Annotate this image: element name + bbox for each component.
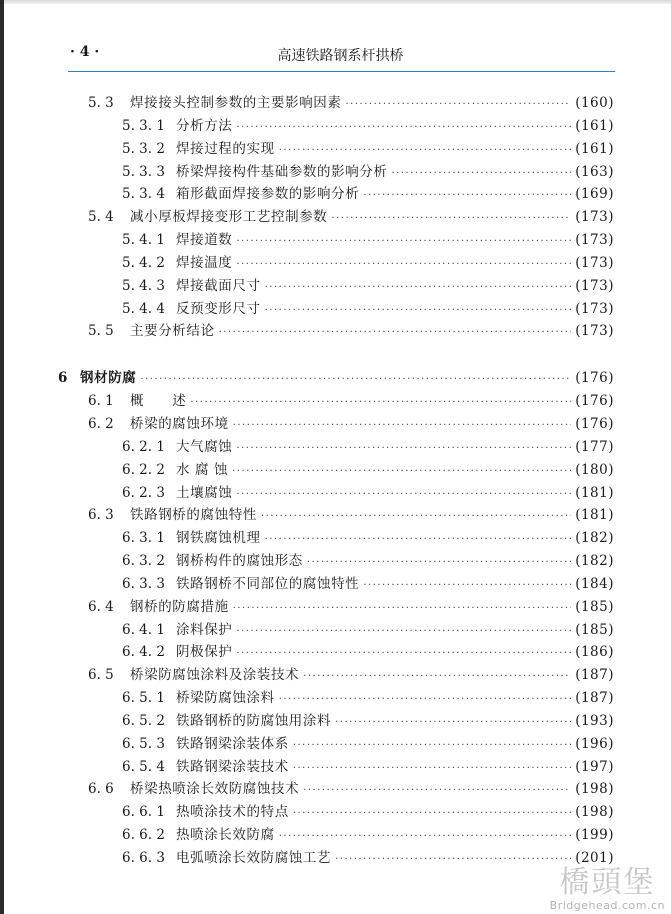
toc-entry-title: 大气腐蚀 [176,438,233,455]
toc-entry-number: 5. 3. 3 [122,163,165,180]
toc-dot-leader [232,467,571,477]
toc-entry-page: (181) [575,507,614,524]
toc-entry-number: 6. 2 [88,415,114,432]
toc-entry[interactable] [58,663,614,686]
toc-entry[interactable] [58,137,614,160]
toc-entry-title: 桥梁防腐蚀涂料及涂装技术 [130,667,300,684]
toc-entry-page: (173) [575,209,614,226]
toc-entry-page: (173) [575,254,614,271]
toc-entry[interactable] [58,777,614,800]
toc-entry-title: 铁路钢梁涂装技术 [176,758,289,775]
watermark [550,867,665,912]
toc-entry-number: 6. 2. 1 [122,438,165,455]
toc-dot-leader [363,191,571,201]
toc-entry-title: 阴极保护 [176,644,233,661]
toc-entry-number: 5. 5 [88,323,114,340]
toc-dot-leader [236,444,571,454]
toc-entry-title: 钢材防腐 [80,370,137,387]
toc-entry-number: 6. 6. 1 [122,804,165,821]
toc-entry[interactable] [58,640,614,663]
toc-entry-title: 桥梁热喷涂长效防腐蚀技术 [130,781,300,798]
toc-entry-title: 桥梁焊接构件基础参数的影响分析 [176,163,388,180]
toc-entry[interactable] [58,572,614,595]
toc-entry-number: 6. 4 [88,598,114,615]
toc-entry-page: (177) [575,438,614,455]
toc-entry[interactable] [58,297,614,320]
table-of-contents [58,91,614,869]
toc-entry-page: (173) [575,300,614,317]
toc-entry-number: 5. 3. 4 [122,186,165,203]
toc-entry-number: 5. 4. 4 [122,300,165,317]
toc-dot-leader [279,146,571,156]
toc-dot-leader [303,786,571,796]
toc-entry-page: (186) [575,644,614,661]
toc-entry[interactable] [58,755,614,778]
running-title: 高速铁路钢系杆拱桥 [277,48,404,64]
toc-entry-page: (185) [575,621,614,638]
toc-entry-number: 5. 3. 1 [122,117,165,134]
section-gap [58,342,614,366]
toc-dot-leader [279,832,571,842]
toc-dot-leader [335,718,571,728]
toc-entry-title: 铁路钢桥的防腐蚀用涂料 [176,712,332,729]
toc-entry-title: 桥梁的腐蚀环境 [130,415,229,432]
toc-entry-page: (201) [575,850,614,866]
toc-entry-title: 分析方法 [176,117,233,134]
toc-entry-number: 6. 5. 3 [122,735,165,752]
toc-dot-leader [346,100,572,110]
toc-entry[interactable] [58,114,614,137]
toc-dot-leader [293,741,571,751]
toc-dot-leader [190,398,571,408]
toc-entry[interactable] [58,319,614,342]
toc-entry[interactable] [58,800,614,823]
toc-entry[interactable] [58,91,614,114]
toc-entry[interactable] [58,274,614,297]
toc-entry-page: (176) [575,393,614,410]
toc-entry-page: (160) [575,95,614,111]
toc-entry-number: 5. 4. 2 [122,254,165,271]
toc-entry[interactable] [58,251,614,274]
toc-dot-leader [331,214,571,224]
toc-dot-leader [261,512,571,522]
toc-entry-page: (161) [575,140,614,157]
toc-entry-page: (198) [575,804,614,821]
toc-dot-leader [236,627,571,637]
toc-entry-number: 6. 1 [88,393,114,410]
page-left-edge [0,0,4,914]
toc-entry-title: 铁路钢桥不同部位的腐蚀特性 [176,575,360,592]
toc-entry-title: 水 腐 蚀 [176,461,229,478]
toc-entry-number: 6. 4. 2 [122,644,165,661]
toc-entry-number: 6. 3. 1 [122,530,165,547]
toc-dot-leader [236,260,571,270]
toc-entry-number: 6 [58,370,68,387]
toc-entry-page: (197) [575,758,614,775]
toc-dot-leader [236,490,571,500]
toc-entry-title: 钢铁腐蚀机理 [176,530,261,547]
toc-entry-title: 焊接接头控制参数的主要影响因素 [130,95,342,111]
toc-entry[interactable] [58,412,614,435]
toc-entry-title: 焊接截面尺寸 [176,277,261,294]
toc-entry[interactable] [58,823,614,846]
toc-dot-leader [392,169,572,179]
toc-entry-number: 5. 4. 1 [122,232,165,249]
toc-entry-page: (176) [575,415,614,432]
toc-entry-number: 6. 5. 1 [122,690,165,707]
toc-entry[interactable] [58,618,614,641]
toc-entry-page: (180) [575,461,614,478]
toc-dot-leader [307,558,571,568]
page-header [70,44,611,68]
toc-entry[interactable] [58,435,614,458]
toc-entry-title: 钢桥构件的腐蚀形态 [176,553,303,570]
toc-dot-leader [265,283,572,293]
toc-dot-leader [236,237,571,247]
toc-entry[interactable] [58,366,614,389]
toc-entry-number: 6. 6 [88,781,114,798]
toc-entry[interactable] [58,846,614,869]
toc-dot-leader [233,421,571,431]
toc-entry-title: 电弧喷涂长效防腐蚀工艺 [176,850,332,866]
toc-entry-number: 6. 3. 2 [122,553,165,570]
toc-entry[interactable] [58,526,614,549]
toc-dot-leader [236,123,571,133]
toc-entry-page: (196) [575,735,614,752]
toc-entry-page: (198) [575,781,614,798]
toc-entry-page: (161) [575,117,614,134]
toc-entry-title: 铁路钢梁涂装体系 [176,735,289,752]
toc-entry-title: 焊接过程的实现 [176,140,275,157]
toc-entry[interactable] [58,595,614,618]
toc-dot-leader [293,809,571,819]
toc-entry-title: 热喷涂长效防腐 [176,827,275,844]
toc-entry[interactable] [58,182,614,205]
toc-entry-number: 6. 4. 1 [122,621,165,638]
toc-entry-title: 焊接温度 [176,254,233,271]
toc-entry-number: 6. 5 [88,667,114,684]
toc-entry-title: 主要分析结论 [130,323,215,340]
toc-entry-number: 6. 5. 2 [122,712,165,729]
toc-entry-number: 6. 2. 2 [122,461,165,478]
toc-entry-number: 6. 3. 3 [122,575,165,592]
toc-entry-title: 减小厚板焊接变形工艺控制参数 [130,209,328,226]
toc-entry-page: (184) [575,575,614,592]
toc-entry-title: 热喷涂技术的特点 [176,804,289,821]
page-top-edge [0,0,671,4]
toc-entry-page: (163) [575,163,614,180]
toc-entry[interactable] [58,503,614,526]
toc-entry-title: 焊接道数 [176,232,233,249]
toc-entry-number: 5. 4. 3 [122,277,165,294]
toc-entry-number: 6. 2. 3 [122,484,165,501]
toc-entry-number: 5. 4 [88,209,114,226]
toc-dot-leader [219,328,572,338]
toc-dot-leader [335,855,571,865]
toc-entry[interactable] [58,549,614,572]
toc-dot-leader [265,535,572,545]
toc-entry-title: 箱形截面焊接参数的影响分析 [176,186,360,203]
toc-dot-leader [363,581,571,591]
toc-entry[interactable] [58,686,614,709]
toc-entry-title: 铁路钢桥的腐蚀特性 [130,507,257,524]
toc-entry[interactable] [58,228,614,251]
toc-entry-page: (199) [575,827,614,844]
toc-entry-page: (176) [575,370,614,387]
toc-entry[interactable] [58,458,614,481]
toc-entry-title: 涂料保护 [176,621,233,638]
toc-entry-number: 6. 6. 3 [122,850,165,866]
toc-entry-page: (193) [575,712,614,729]
toc-entry-page: (185) [575,598,614,615]
toc-entry-page: (173) [575,277,614,294]
toc-dot-leader [140,375,571,385]
toc-dot-leader [265,306,572,316]
toc-entry-title: 反预变形尺寸 [176,300,261,317]
toc-entry-number: 5. 3 [88,95,114,111]
toc-entry[interactable] [58,205,614,228]
toc-entry-page: (169) [575,186,614,203]
toc-entry-page: (181) [575,484,614,501]
toc-entry-page: (187) [575,667,614,684]
toc-dot-leader [233,604,571,614]
toc-entry-number: 5. 3. 2 [122,140,165,157]
toc-dot-leader [279,695,571,705]
watermark-url: Bridgehead.com.cn [549,899,665,912]
toc-entry-page: (182) [575,553,614,570]
toc-dot-leader [293,764,571,774]
toc-entry-page: (182) [575,530,614,547]
toc-entry-page: (173) [575,323,614,340]
toc-entry-number: 6. 6. 2 [122,827,165,844]
toc-entry-title: 桥梁防腐蚀涂料 [176,690,275,707]
toc-entry[interactable] [58,732,614,755]
toc-entry-title: 概 述 [130,393,187,410]
toc-entry[interactable] [58,709,614,732]
toc-entry[interactable] [58,160,614,183]
page-number: · 4 · [70,44,100,60]
toc-entry-page: (187) [575,690,614,707]
toc-entry[interactable] [58,481,614,504]
watermark-logo: 橋頭堡 [559,865,656,900]
toc-entry[interactable] [58,389,614,412]
toc-entry-page: (173) [575,232,614,249]
toc-dot-leader [236,649,571,659]
toc-dot-leader [303,672,571,682]
toc-entry-title: 钢桥的防腐措施 [130,598,229,615]
toc-entry-title: 土壤腐蚀 [176,484,233,501]
header-rule [68,71,615,72]
toc-entry-number: 6. 3 [88,507,114,524]
toc-entry-number: 6. 5. 4 [122,758,165,775]
